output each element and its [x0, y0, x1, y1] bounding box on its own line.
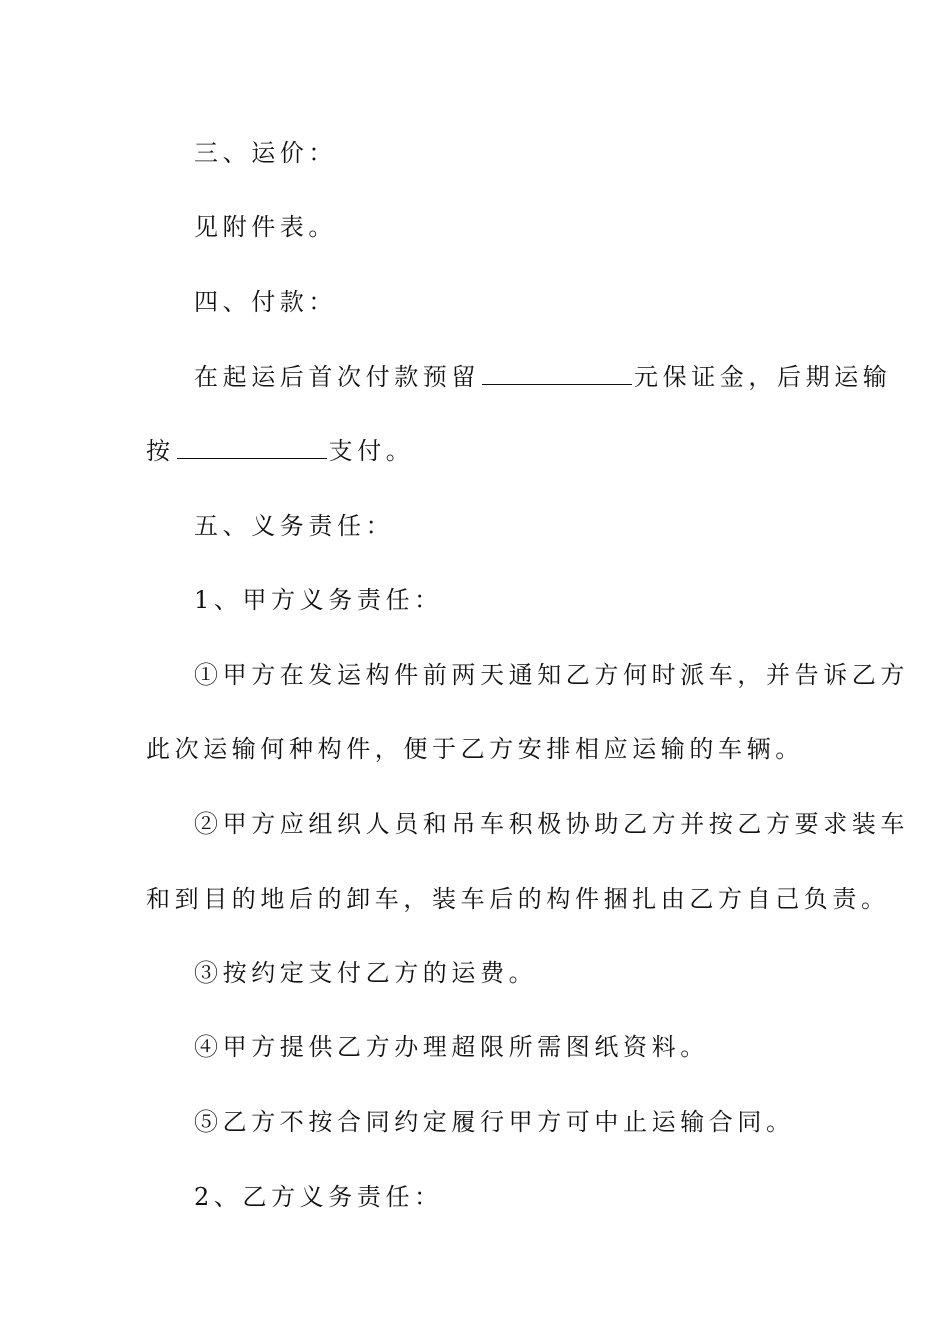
party-a-item-4: ④甲方提供乙方办理超限所需图纸资料。 — [194, 1033, 709, 1061]
payment-text-prefix: 在起运后首次付款预留 — [194, 363, 480, 391]
payment-method-blank — [177, 436, 327, 459]
section-3-heading: 三、运价： — [194, 139, 337, 167]
party-a-item-5: ⑤乙方不按合同约定履行甲方可中止运输合同。 — [194, 1108, 795, 1136]
party-a-item-2-line-2: 和到目的地后的卸车，装车后的构件捆扎由乙方自己负责。 — [146, 885, 890, 913]
party-a-item-1-line-2: 此次运输何种构件，便于乙方安排相应运输的车辆。 — [146, 735, 804, 763]
payment-method-prefix: 按 — [146, 437, 175, 465]
section-3-body: 见附件表。 — [194, 213, 337, 241]
section-5-heading: 五、义务责任： — [194, 512, 395, 540]
party-a-item-2-line-1: ②甲方应组织人员和吊车积极协助乙方并按乙方要求装车 — [194, 810, 909, 838]
section-4-heading: 四、付款： — [194, 288, 337, 316]
deposit-amount-blank — [482, 362, 632, 385]
party-a-item-1-line-1: ①甲方在发运构件前两天通知乙方何时派车，并告诉乙方 — [194, 661, 909, 689]
party-a-item-3: ③按约定支付乙方的运费。 — [194, 959, 538, 987]
section-4-body-line-1 — [194, 362, 892, 392]
party-a-heading: 1、甲方义务责任： — [194, 586, 443, 614]
party-b-heading: 2、乙方义务责任： — [194, 1183, 443, 1211]
section-4-body-line-2 — [146, 436, 816, 466]
payment-method-suffix: 支付。 — [328, 437, 415, 465]
payment-text-suffix: 元保证金，后期运输 — [634, 363, 892, 391]
